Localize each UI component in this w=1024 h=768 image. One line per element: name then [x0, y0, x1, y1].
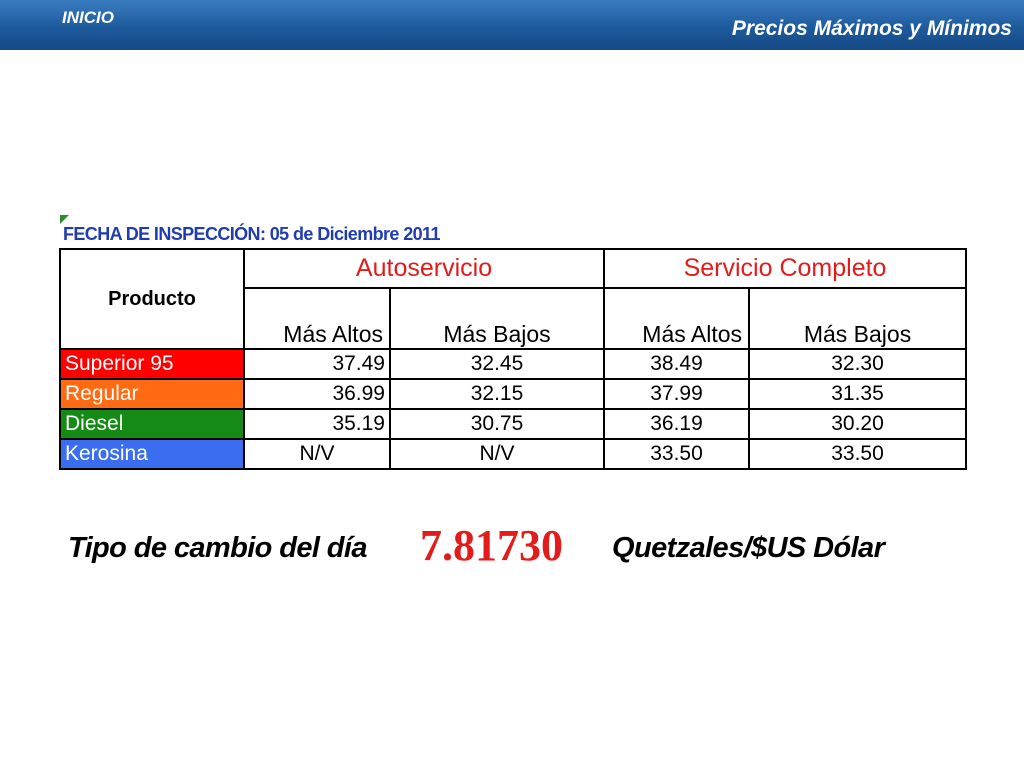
- header-bar: [0, 0, 1024, 50]
- table-row: [60, 379, 966, 409]
- price-cell: 32.45: [390, 349, 604, 379]
- subheader-mas-bajos: Más Bajos: [749, 288, 966, 349]
- price-cell: 32.30: [749, 349, 966, 379]
- price-cell: 32.15: [390, 379, 604, 409]
- product-column-header: Producto: [60, 249, 244, 349]
- price-cell: 30.75: [390, 409, 604, 439]
- price-cell: 31.35: [749, 379, 966, 409]
- price-cell: 30.20: [749, 409, 966, 439]
- subheader-mas-altos: Más Altos: [604, 288, 749, 349]
- table-row: [60, 439, 966, 469]
- price-cell: N/V: [244, 439, 390, 469]
- inspection-date: [63, 224, 440, 245]
- price-cell: 37.49: [244, 349, 390, 379]
- inspection-date-value: 05 de Diciembre 2011: [269, 224, 440, 244]
- exchange-rate-value: 7.81730: [420, 521, 563, 570]
- table-header-row: [60, 249, 966, 288]
- inicio-link[interactable]: INICIO: [62, 8, 114, 27]
- price-cell: 33.50: [604, 439, 749, 469]
- table-row: [60, 409, 966, 439]
- inspection-label: FECHA DE INSPECCIÓN:: [63, 224, 266, 244]
- price-cell: 36.99: [244, 379, 390, 409]
- exchange-rate-label: Tipo de cambio del día: [68, 532, 367, 564]
- product-cell: Diesel: [60, 409, 244, 439]
- product-cell: Kerosina: [60, 439, 244, 469]
- product-cell: Regular: [60, 379, 244, 409]
- table-row: [60, 349, 966, 379]
- price-cell: 33.50: [749, 439, 966, 469]
- exchange-rate-unit: Quetzales/$US Dólar: [612, 532, 885, 564]
- autoservicio-header: Autoservicio: [244, 249, 604, 288]
- price-cell: N/V: [390, 439, 604, 469]
- product-cell: Superior 95: [60, 349, 244, 379]
- price-cell: 35.19: [244, 409, 390, 439]
- price-cell: 37.99: [604, 379, 749, 409]
- subheader-mas-bajos: Más Bajos: [390, 288, 604, 349]
- comment-marker-icon: [60, 215, 69, 224]
- price-cell: 38.49: [604, 349, 749, 379]
- price-table: [59, 248, 967, 470]
- servicio-completo-header: Servicio Completo: [604, 249, 966, 288]
- subheader-mas-altos: Más Altos: [244, 288, 390, 349]
- price-cell: 36.19: [604, 409, 749, 439]
- page-title: Precios Máximos y Mínimos: [731, 17, 1012, 40]
